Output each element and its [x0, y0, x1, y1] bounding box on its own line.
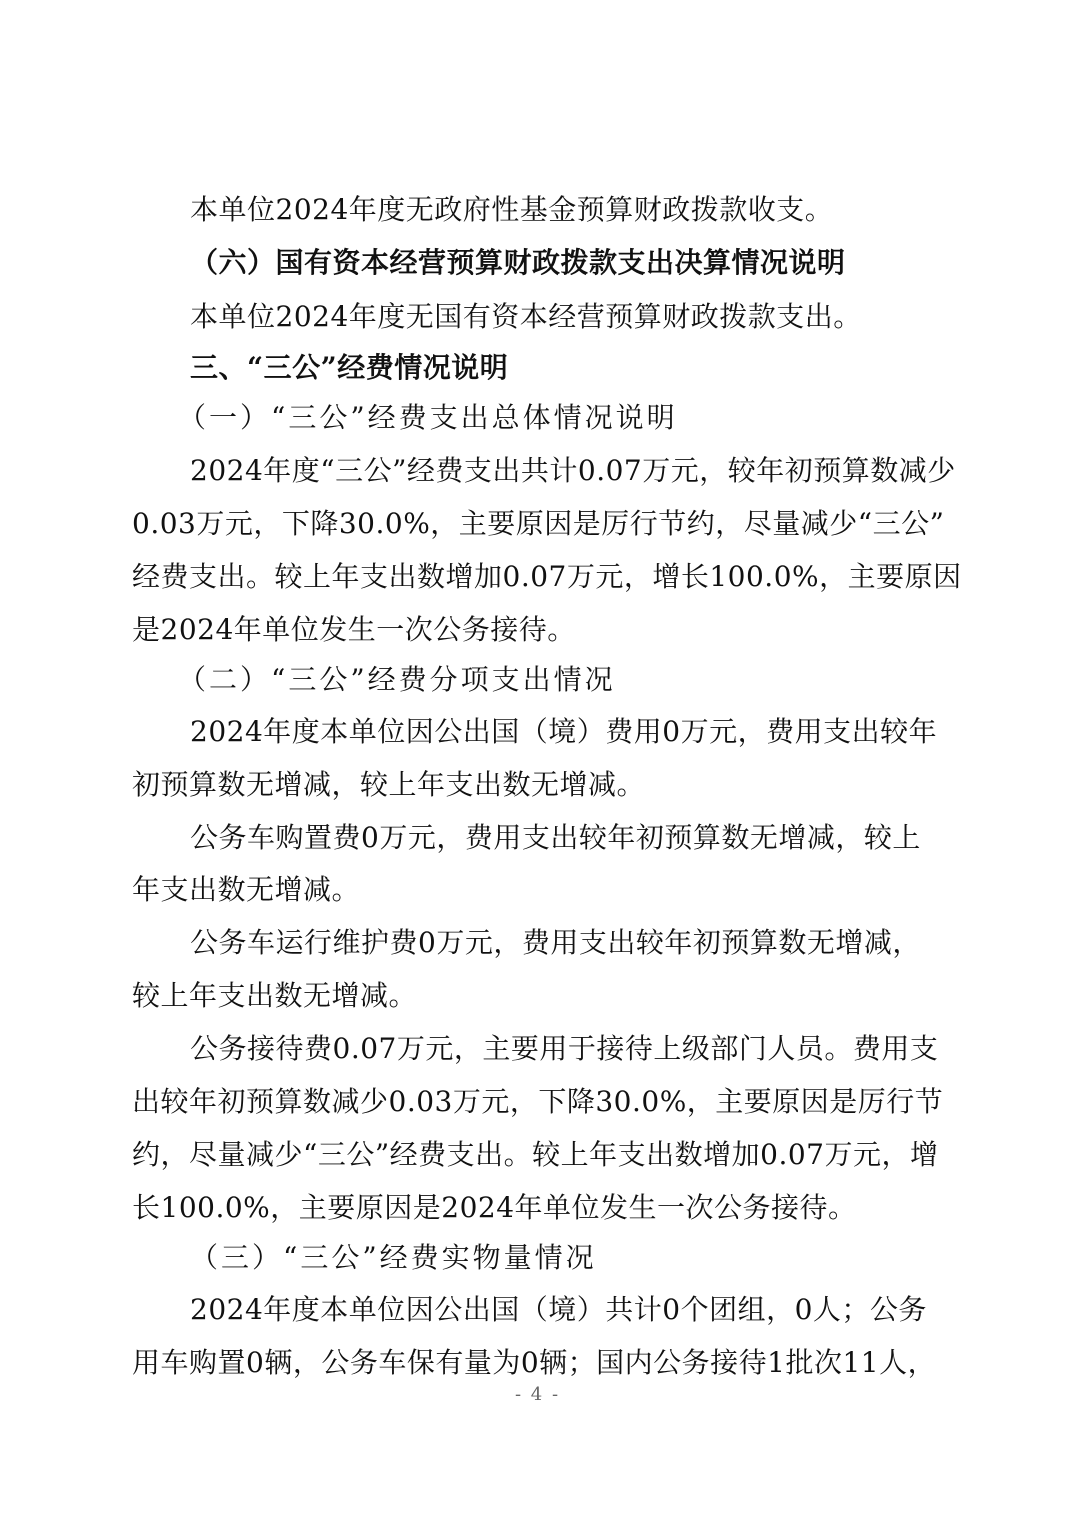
paragraph-line: 2024年度“三公”经费支出共计0.07万元，较年初预算数减少 — [190, 454, 956, 487]
paragraph-line: 经费支出。较上年支出数增加0.07万元，增长100.0%，主要原因 — [132, 560, 962, 593]
paragraph-line: 长100.0%，主要原因是2024年单位发生一次公务接待。 — [132, 1191, 857, 1224]
paragraph-line: 较上年支出数无增减。 — [132, 979, 418, 1012]
paragraph-line: 公务车购置费0万元，费用支出较年初预算数无增减，较上 — [190, 821, 921, 854]
subsection-heading-1: （一）“三公”经费支出总体情况说明 — [178, 401, 678, 434]
paragraph-line: 约，尽量减少“三公”经费支出。较上年支出数增加0.07万元，增 — [132, 1138, 939, 1171]
paragraph-line: 公务接待费0.07万元，主要用于接待上级部门人员。费用支 — [190, 1032, 939, 1065]
paragraph-line: 初预算数无增减，较上年支出数无增减。 — [132, 768, 646, 801]
paragraph-line: 用车购置0辆，公务车保有量为0辆；国内公务接待1批次11人， — [132, 1346, 937, 1379]
section-heading-6: （六）国有资本经营预算财政拨款支出决算情况说明 — [190, 246, 846, 279]
paragraph-line: 2024年度本单位因公出国（境）共计0个团组，0人；公务 — [190, 1293, 927, 1326]
paragraph-line: 0.03万元，下降30.0%，主要原因是厉行节约，尽量减少“三公” — [132, 507, 945, 540]
paragraph-line: 本单位2024年度无政府性基金预算财政拨款收支。 — [190, 193, 834, 226]
paragraph-line: 年支出数无增减。 — [132, 873, 361, 906]
paragraph-line: 是2024年单位发生一次公务接待。 — [132, 613, 576, 646]
paragraph-line: 出较年初预算数减少0.03万元，下降30.0%，主要原因是厉行节 — [132, 1085, 944, 1118]
paragraph-line: 本单位2024年度无国有资本经营预算财政拨款支出。 — [190, 300, 862, 333]
page-number: - 4 - — [514, 1384, 561, 1405]
subsection-heading-2: （二）“三公”经费分项支出情况 — [178, 663, 616, 696]
subsection-heading-3: （三）“三公”经费实物量情况 — [190, 1241, 597, 1274]
paragraph-line: 2024年度本单位因公出国（境）费用0万元，费用支出较年 — [190, 715, 938, 748]
paragraph-line: 公务车运行维护费0万元，费用支出较年初预算数无增减， — [190, 926, 921, 959]
section-heading-3: 三、“三公”经费情况说明 — [190, 351, 509, 384]
